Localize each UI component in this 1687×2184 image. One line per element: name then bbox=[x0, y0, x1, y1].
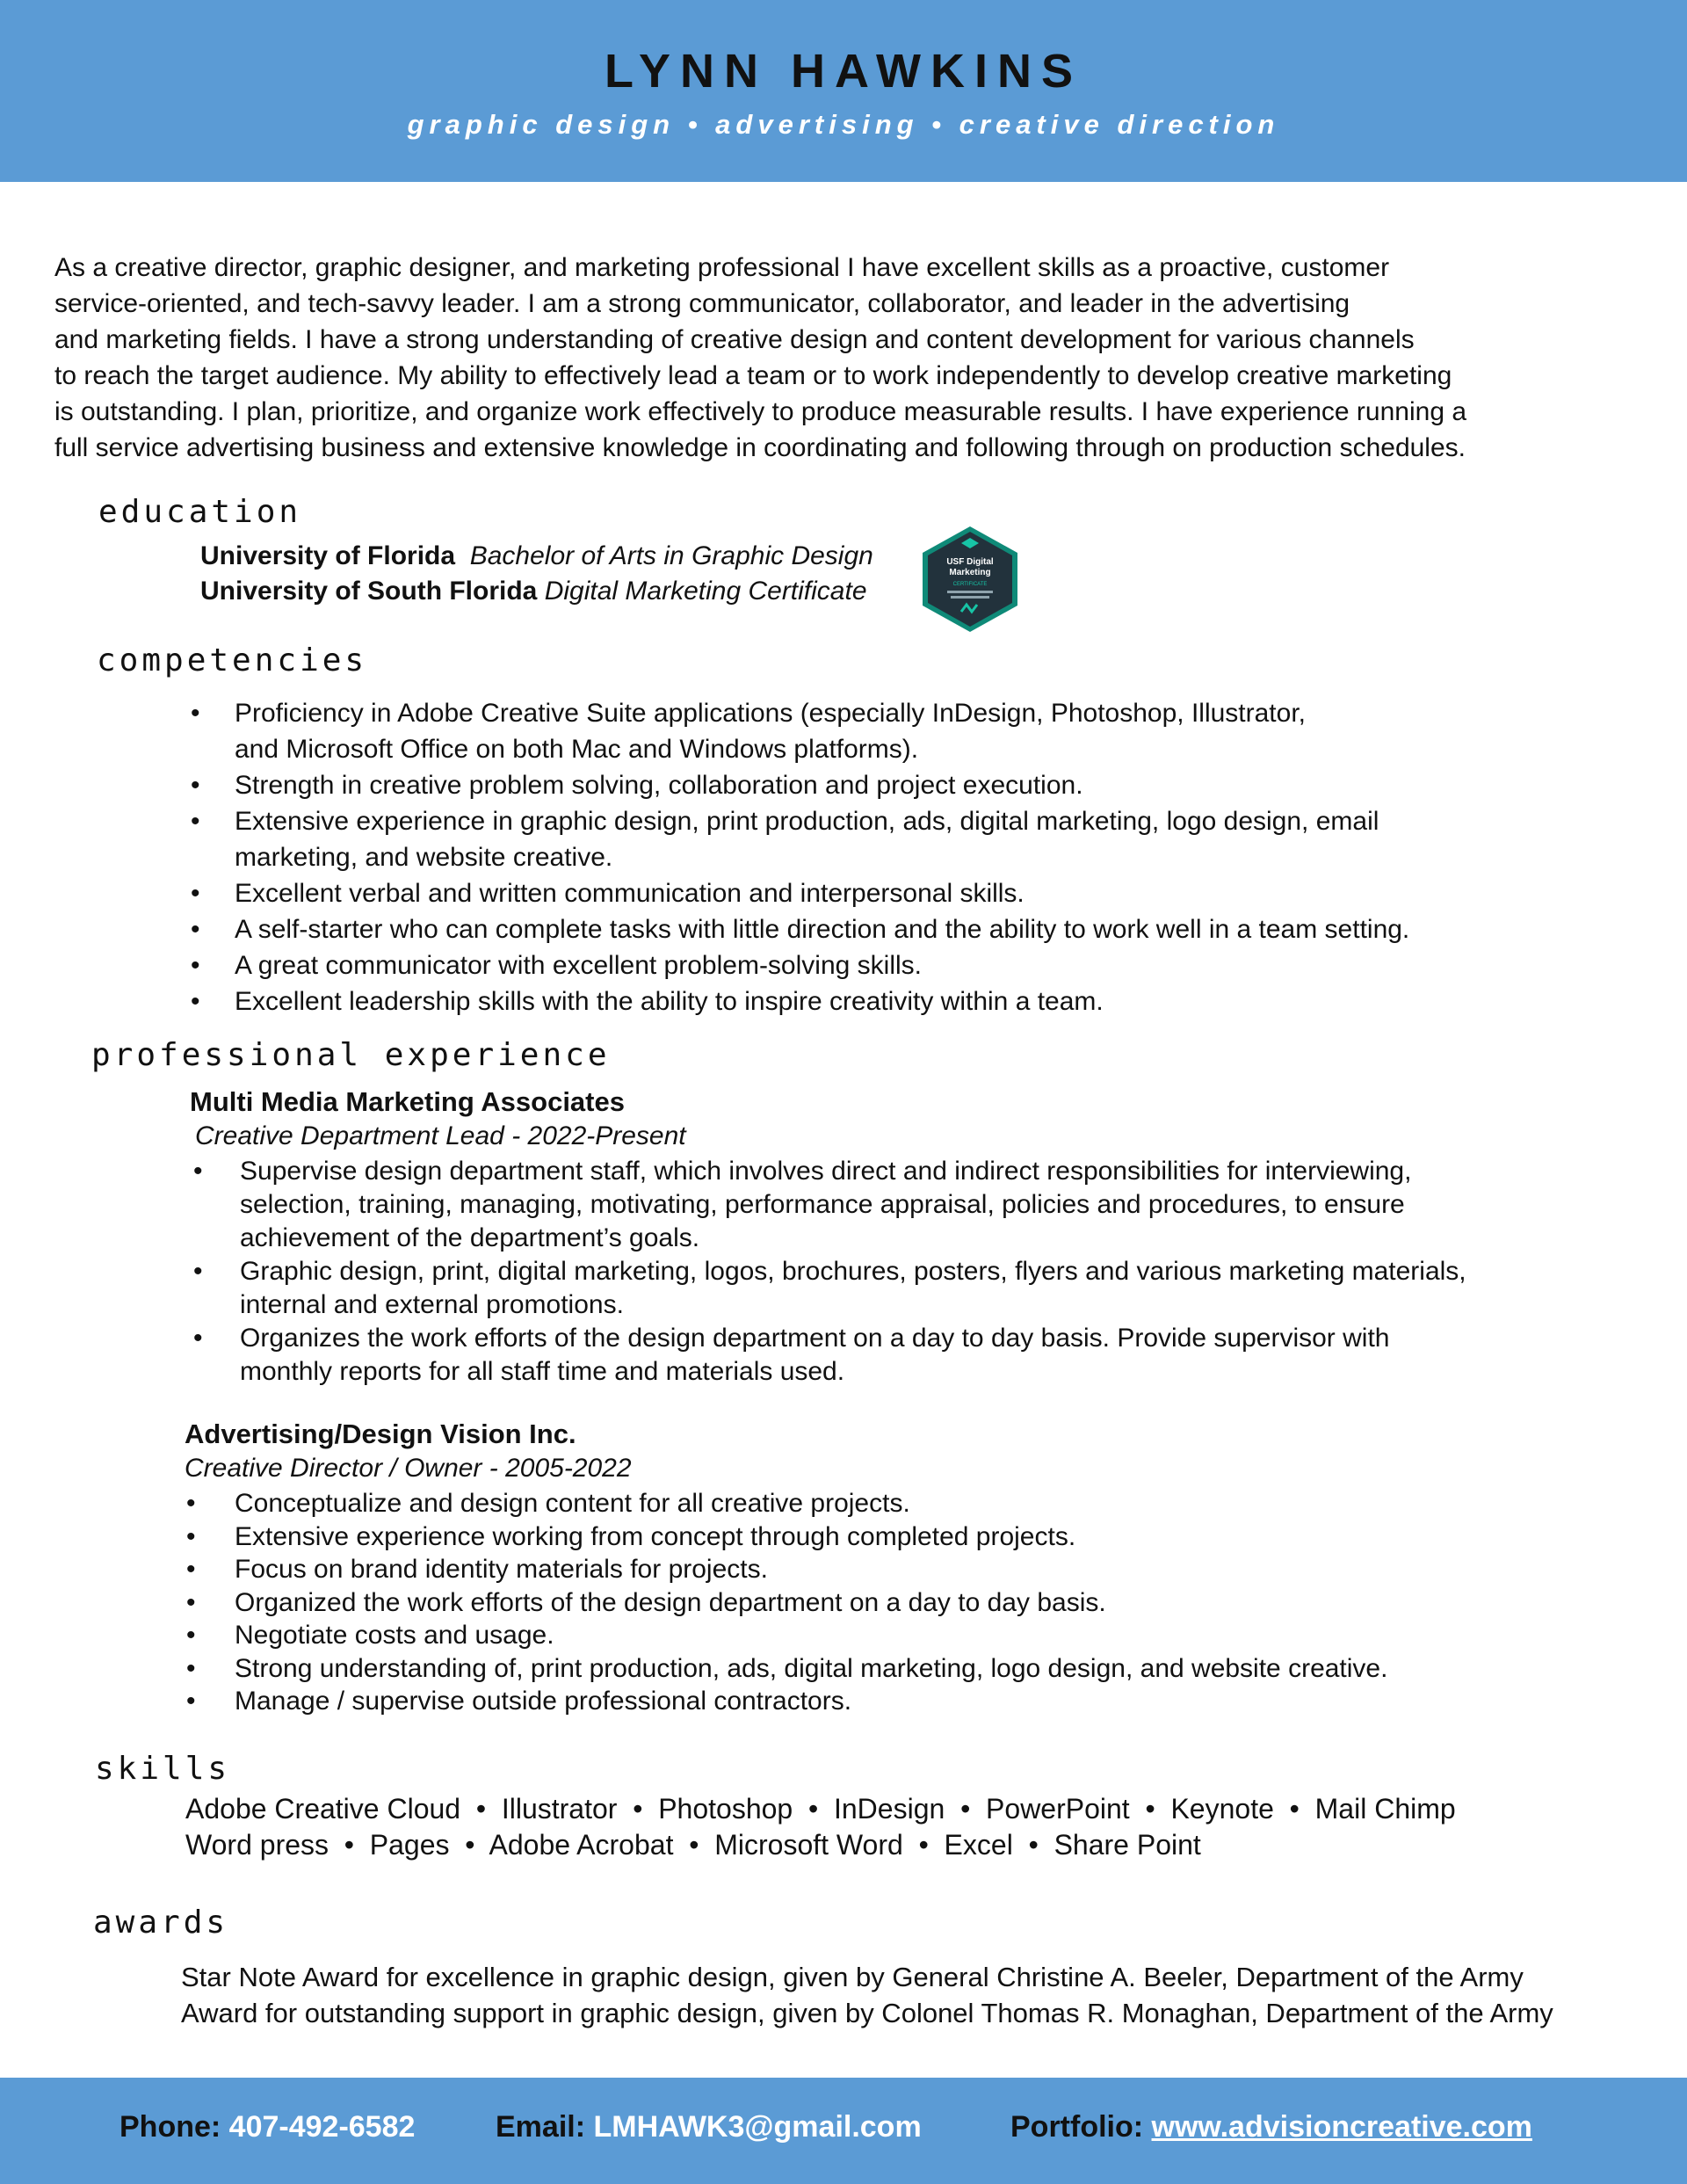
degree-name: Bachelor of Arts in Graphic Design bbox=[469, 541, 873, 570]
competencies-heading: competencies bbox=[97, 642, 368, 678]
education-entry bbox=[200, 577, 867, 606]
list-item: • Extensive experience working from concept through completed projects. bbox=[186, 1521, 1076, 1551]
summary-line: full service advertising business and extensive knowledge in coordinating and following through on production schedules. bbox=[54, 433, 1466, 462]
list-item: • Manage / supervise outside professional contractors. bbox=[186, 1687, 852, 1716]
education-heading: education bbox=[98, 494, 302, 530]
list-item: • Organized the work efforts of the design department on a day to day basis. bbox=[186, 1587, 1106, 1617]
list-item: • A great communicator with excellent problem-solving skills. bbox=[191, 951, 922, 980]
skills-line: Adobe Creative Cloud • Illustrator • Photoshop • InDesign • PowerPoint • Keynote • Mail Chimp bbox=[185, 1793, 1456, 1825]
skills-heading: skills bbox=[95, 1751, 231, 1787]
email-value[interactable]: LMHAWK3@gmail.com bbox=[593, 2110, 922, 2144]
summary-line: and marketing fields. I have a strong understanding of creative design and content development for various channels bbox=[54, 325, 1415, 354]
list-item: • A self-starter who can complete tasks with little direction and the ability to work well in a team setting. bbox=[191, 915, 1410, 944]
certificate-badge-icon bbox=[917, 524, 1023, 635]
phone-label: Phone: bbox=[119, 2110, 221, 2144]
contact-portfolio bbox=[1010, 2110, 1532, 2144]
resume-tagline: graphic design • advertising • creative direction bbox=[407, 109, 1280, 140]
award-item: Star Note Award for excellence in graphic design, given by General Christine A. Beeler, Department of the Army bbox=[181, 1962, 1524, 1992]
summary-line: is outstanding. I plan, prioritize, and organize work effectively to produce measurable results. I have experience running a bbox=[54, 397, 1467, 426]
degree-name: Digital Marketing Certificate bbox=[544, 577, 867, 606]
list-item: • Proficiency in Adobe Creative Suite applications (especially InDesign, Photoshop, Illustrator, and Microsoft Office on both Mac and Windows platforms). bbox=[191, 699, 1306, 764]
list-item: • Conceptualize and design content for all creative projects. bbox=[186, 1489, 910, 1518]
badge-subtitle: CERTIFICATE bbox=[952, 582, 988, 587]
list-item: • Organizes the work efforts of the design department on a day to day basis. Provide supervisor with monthly reports for all staff time and materials used. bbox=[193, 1324, 1390, 1386]
list-item: • Supervise design department staff, which involves direct and indirect responsibilities for interviewing, selection, training, managing, motivating, performance appraisal, policies and procedures, to ensure achievement of the department’s goals. bbox=[193, 1157, 1412, 1252]
resume-name: LYNN HAWKINS bbox=[604, 45, 1083, 98]
list-item: • Negotiate costs and usage. bbox=[186, 1621, 554, 1650]
summary-line: to reach the target audience. My ability to effectively lead a team or to work independently to develop creative marketing bbox=[54, 361, 1452, 390]
job-bullets bbox=[193, 1155, 1466, 1389]
contact-phone bbox=[119, 2110, 415, 2144]
phone-value[interactable]: 407-492-6582 bbox=[228, 2110, 416, 2144]
school-name: University of South Florida bbox=[200, 577, 538, 606]
portfolio-link[interactable]: www.advisioncreative.com bbox=[1151, 2110, 1532, 2144]
summary-line: As a creative director, graphic designer, and marketing professional I have excellent skills as a proactive, customer bbox=[54, 253, 1390, 282]
skills-line: Word press • Pages • Adobe Acrobat • Microsoft Word • Excel • Share Point bbox=[185, 1829, 1201, 1861]
contact-email bbox=[496, 2110, 922, 2144]
badge-title-line1: USF Digital bbox=[946, 557, 994, 567]
awards-heading: awards bbox=[93, 1905, 229, 1941]
list-item: • Excellent leadership skills with the ability to inspire creativity within a team. bbox=[191, 987, 1104, 1016]
portfolio-label: Portfolio: bbox=[1010, 2110, 1144, 2144]
summary-paragraph bbox=[54, 250, 1636, 466]
school-name: University of Florida bbox=[200, 541, 456, 570]
list-item: • Focus on brand identity materials for projects. bbox=[186, 1555, 768, 1584]
list-item: • Excellent verbal and written communication and interpersonal skills. bbox=[191, 879, 1025, 908]
award-item: Award for outstanding support in graphic design, given by Colonel Thomas R. Monaghan, Department of the Army bbox=[181, 1998, 1553, 2028]
job-role: Creative Department Lead - 2022-Present bbox=[195, 1121, 686, 1150]
list-item: • Graphic design, print, digital marketing, logos, brochures, posters, flyers and various marketing materials, internal and external promotions. bbox=[193, 1257, 1466, 1319]
job-bullets bbox=[186, 1487, 1387, 1718]
experience-heading: professional experience bbox=[91, 1037, 611, 1073]
company-name: Advertising/Design Vision Inc. bbox=[185, 1419, 576, 1449]
competencies-list bbox=[191, 695, 1409, 1019]
job-role: Creative Director / Owner - 2005-2022 bbox=[185, 1454, 632, 1483]
education-entry bbox=[200, 541, 873, 571]
company-name: Multi Media Marketing Associates bbox=[190, 1086, 625, 1117]
email-label: Email: bbox=[496, 2110, 586, 2144]
list-item: • Strength in creative problem solving, collaboration and project execution. bbox=[191, 771, 1083, 800]
summary-line: service-oriented, and tech-savvy leader. I am a strong communicator, collaborator, and leader in the advertising bbox=[54, 289, 1350, 318]
badge-title-line2: Marketing bbox=[949, 568, 991, 577]
list-item: • Extensive experience in graphic design, print production, ads, digital marketing, logo design, email marketing, and website creative. bbox=[191, 807, 1379, 872]
list-item: • Strong understanding of, print production, ads, digital marketing, logo design, and website creative. bbox=[186, 1653, 1388, 1683]
